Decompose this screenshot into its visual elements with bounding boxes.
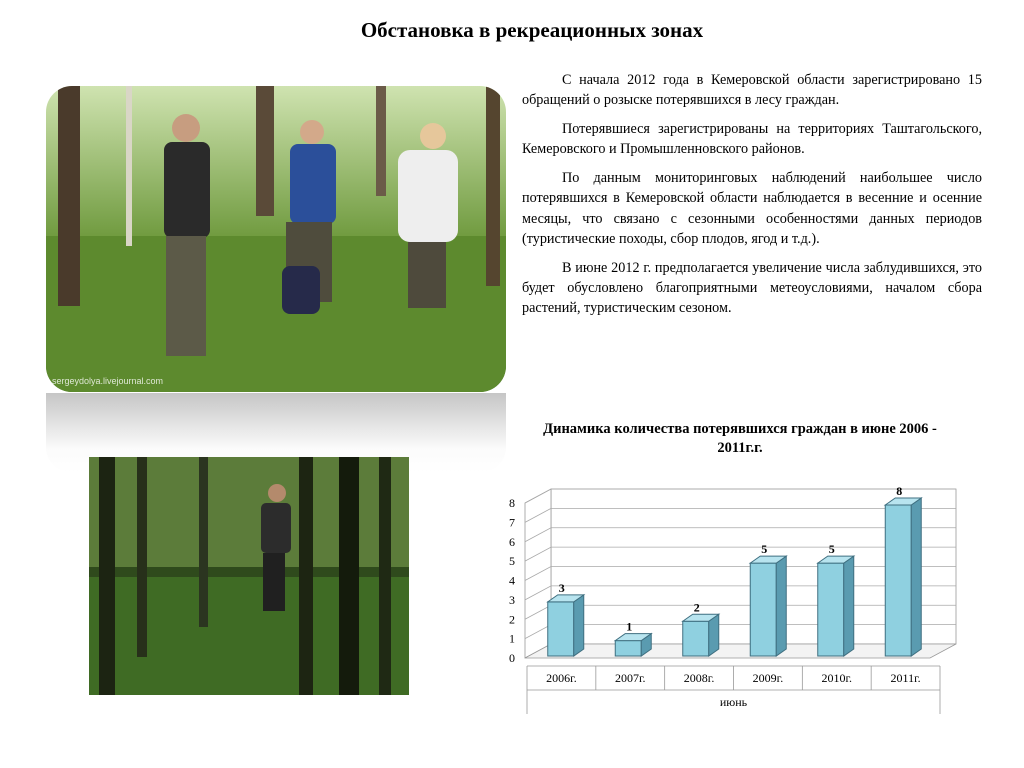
y-tick-label: 6	[509, 534, 515, 549]
bar	[548, 602, 574, 656]
y-tick-label: 3	[509, 592, 515, 607]
bar-chart	[495, 470, 975, 720]
y-tick-label: 5	[509, 554, 515, 569]
data-label: 5	[761, 542, 768, 557]
paragraph-2: Потерявшиеся зарегистрированы на территориях Таштагольского, Кемеровского и Промышленновского районов.	[522, 121, 982, 158]
data-label: 2	[693, 600, 700, 615]
bar	[615, 641, 641, 656]
data-label: 1	[626, 619, 633, 634]
photo-man-in-forest	[89, 457, 409, 695]
y-tick-label: 2	[509, 612, 515, 627]
paragraph-4: В июне 2012 г. предполагается увеличение числа заблудившихся, это будет обусловлено благоприятными метеоусловиями, началом сбора растений, туристическим сезоном.	[522, 259, 982, 317]
bar-side	[844, 556, 854, 656]
bar-side	[574, 595, 584, 656]
x-tick-label: 2008г.	[683, 671, 715, 685]
bar	[885, 505, 911, 656]
bar	[683, 621, 709, 656]
x-tick-label: 2006г.	[546, 671, 577, 685]
chart-title: Динамика количества потерявшихся граждан в июне 2006 - 2011г.г.	[543, 421, 937, 456]
bar	[818, 563, 844, 656]
data-label: 3	[558, 580, 565, 595]
paragraph-1: С начала 2012 года в Кемеровской области зарегистрировано 15 обращений о розыске потерявшихся в лесу граждан.	[522, 72, 982, 109]
bar-side	[911, 498, 921, 656]
x-axis-label: июнь	[719, 695, 748, 709]
data-label: 8	[896, 484, 903, 498]
y-tick-label: 7	[509, 515, 515, 530]
y-tick-label: 0	[509, 651, 515, 665]
data-label: 5	[828, 542, 835, 557]
page-title: Обстановка в рекреационных зонах	[360, 18, 704, 42]
photo-watermark: sergeydolya.livejournal.com	[52, 376, 164, 386]
y-tick-label: 4	[509, 573, 515, 588]
x-tick-label: 2011г.	[890, 671, 921, 685]
y-tick-label: 1	[509, 631, 515, 646]
bar-side	[776, 556, 786, 656]
x-tick-label: 2007г.	[614, 671, 646, 685]
x-tick-label: 2010г.	[821, 671, 853, 685]
x-tick-label: 2009г.	[752, 671, 784, 685]
y-tick-label: 8	[509, 496, 515, 510]
paragraph-3: По данным мониторинговых наблюдений наибольшее число потерявшихся в Кемеровской области наблюдается в весенние и осенние месяцы, что связано с сезонными особенностями данных периодов (туристические походы, сбор плодов, ягод и т.д.).	[522, 170, 982, 248]
photo-group-in-forest	[46, 86, 506, 392]
bar	[750, 563, 776, 656]
body-text	[522, 70, 982, 327]
